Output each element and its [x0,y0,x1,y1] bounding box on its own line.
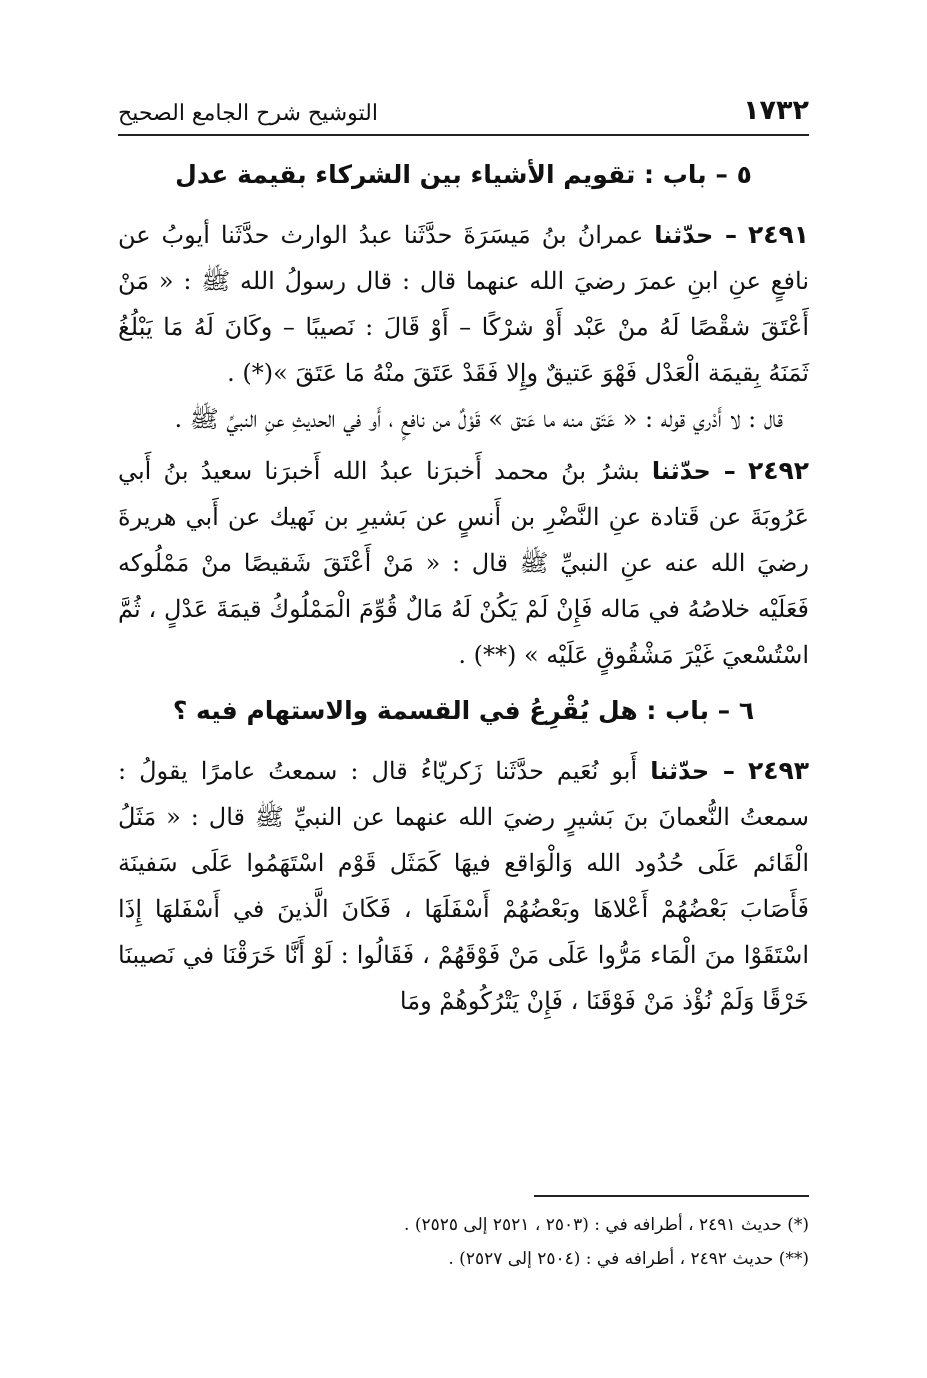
page-body [118,142,809,1030]
running-title: التوشيح شرح الجامع الصحيح [118,101,378,126]
hadith-2491 [118,212,809,442]
hadith-2491-note: قال : لا أَدْري قوله : « عَتَق منه ما عَتق » قَوْلٌ من نافعٍ ، أَو في الحديثِ عنِ النبيِّ ﷺ . [174,405,783,433]
hadith-narration-label: – حدّثنا [650,757,735,785]
chapter-heading-6: ٦ – باب : هل يُقْرِعُ في القسمة والاستهام فيه ؟ [172,696,755,725]
page-number: ١٧٣٢ [743,95,809,126]
hadith-narration-label: – حدّثنا [654,221,737,249]
hadith-number: ٢٤٩٢ [747,456,809,485]
hadith-text: عمرانُ بنُ مَيسَرَةَ حدَّثَنا عبدُ الوارث حدَّثَنا أيوبُ عن نافعٍ عنِ ابنِ عمرَ رضيَ الله عنهما قال : قال رسولُ الله ﷺ : « مَنْ أَعْتَقَ شقْصًا لَهُ منْ عَبْد أَوْ شرْكًا – أَوْ قَالَ : نَصيبًا – وكَانَ لَهُ مَا يَبْلُغُ ثَمَنَهُ بِقيمَة الْعَدْل فَهْوَ عَتيقٌ وإِلا فَقَدْ عَتَقَ منْهُ مَا عَتَقَ »(*) . [118,221,809,387]
hadith-2492 [118,448,809,678]
hadith-2493 [118,748,809,1024]
hadith-number: ٢٤٩٣ [747,756,809,785]
footnote-2: (**) حديث ٢٤٩٢ ، أطرافه في : (٢٥٠٤ إلى ٢٥٢٧) . [448,1249,809,1269]
hadith-2491-paragraph [118,212,809,396]
hadith-narration-label: – حدّثنا [651,457,736,485]
hadith-2493-paragraph [118,748,809,1024]
hadith-number: ٢٤٩١ [747,220,809,249]
chapter-heading-5: ٥ – باب : تقويم الأشياء بين الشركاء بقيمة عدل [175,160,752,189]
hadith-text: بشرُ بنُ محمد أَخبرَنا عبدُ الله أَخبرَنا سعيدُ بنُ أَبي عَرُوبَةَ عن قَتادة عنِ النَّضْرِ بن أَنسٍ عن بَشيرِ بن نَهيك عن أَبي هريرةَ رضيَ الله عنه عنِ النبيِّ ﷺ قال : « مَنْ أَعْتَقَ شَقيصًا منْ مَمْلُوكه فَعَلَيْه خلاصُهُ في مَاله فَإِنْ لَمْ يَكُنْ لَهُ مَالٌ قُوِّمَ الْمَمْلُوكُ قيمَةَ عَدْلٍ ، ثُمَّ اسْتُسْعيَ غَيْرَ مَشْقُوقٍ عَلَيْه » (**) . [118,457,809,669]
hadith-2492-paragraph [118,448,809,678]
footnote-divider [534,1195,809,1197]
page-header [118,86,809,136]
footnote-1: (*) حديث ٢٤٩١ ، أطرافه في : (٢٥٠٣ ، ٢٥٢١ إلى ٢٥٢٥) . [404,1215,809,1235]
footnotes [118,1208,809,1276]
hadith-text: أَبو نُعَيم حدَّثَنا زَكريّاءُ قال : سمعتُ عامرًا يقولُ : سمعتُ النُّعمانَ بنَ بَشيرٍ رضيَ الله عنهما عن النبيِّ ﷺ قال : « مَثَلُ الْقَائم عَلَى حُدُود الله وَالْوَاقع فيهَا كَمَثَل قَوْم اسْتَهَمُوا عَلَى سَفينَة فَأَصَابَ بَعْضُهُمْ أَعْلاهَا وبَعْضُهُمْ أَسْفَلَهَا ، فَكَانَ الَّذينَ في أَسْفَلهَا إِذَا اسْتَقَوْا منَ الْمَاء مَرُّوا عَلَى مَنْ فَوْقَهُمْ ، فَقَالُوا : لَوْ أَنَّا خَرَقْنَا في نَصيبنَا خَرْقًا وَلَمْ نُؤْذ مَنْ فَوْقَنَا ، فَإِنْ يَتْرُكُوهُمْ ومَا [118,757,809,1015]
